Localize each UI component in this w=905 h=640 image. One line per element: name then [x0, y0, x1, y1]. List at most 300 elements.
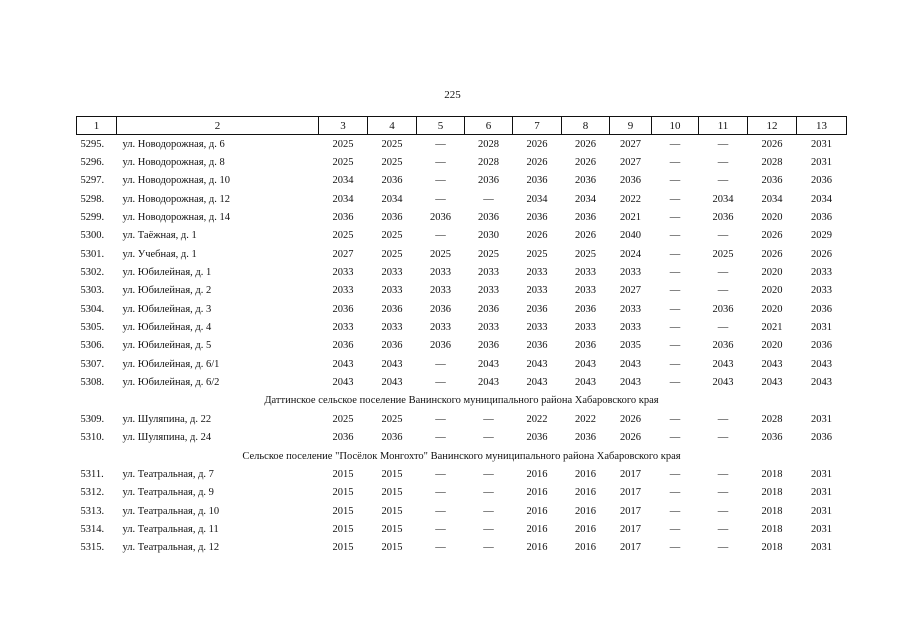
year-cell: 2031 — [811, 157, 832, 169]
year-cell: 2025 — [430, 248, 451, 260]
row-number: 5308. — [80, 377, 105, 389]
table-row — [77, 282, 847, 300]
year-cell: 2031 — [811, 505, 832, 517]
table-row — [77, 520, 847, 538]
year-cell: 2031 — [811, 138, 832, 150]
year-cell: — — [669, 248, 681, 260]
year-cell: 2033 — [478, 267, 499, 279]
section-heading-row — [77, 447, 847, 465]
year-cell: 2034 — [712, 193, 734, 205]
year-cell: 2036 — [430, 340, 451, 352]
year-cell: 2017 — [620, 468, 641, 480]
year-cell: 2025 — [381, 157, 403, 169]
year-cell: 2028 — [761, 157, 783, 169]
year-cell: 2031 — [811, 487, 832, 499]
year-cell: — — [669, 267, 681, 279]
column-header: 8 — [562, 117, 610, 135]
row-number: 5298. — [80, 193, 105, 205]
address-cell: ул. Театральная, д. 12 — [122, 542, 220, 554]
address-cell: ул. Юбилейная, д. 4 — [122, 322, 212, 334]
year-cell: 2026 — [761, 138, 783, 150]
year-cell: 2031 — [811, 468, 832, 480]
year-cell: 2035 — [620, 340, 641, 352]
year-cell: 2036 — [430, 212, 451, 224]
year-cell: 2025 — [526, 248, 548, 260]
year-cell: 2026 — [526, 230, 548, 242]
year-cell: — — [669, 340, 681, 352]
year-cell: 2036 — [575, 175, 596, 187]
year-cell: 2036 — [811, 212, 832, 224]
year-cell: 2036 — [332, 340, 354, 352]
year-cell: — — [483, 505, 494, 517]
year-cell: 2033 — [478, 322, 499, 334]
year-cell: 2036 — [575, 340, 596, 352]
year-cell: 2043 — [575, 377, 596, 389]
year-cell: 2036 — [478, 212, 499, 224]
year-cell: — — [669, 542, 681, 554]
year-cell: 2033 — [430, 285, 451, 297]
year-cell: 2043 — [620, 358, 641, 370]
year-cell: 2036 — [575, 432, 596, 444]
year-cell: 2021 — [761, 322, 783, 334]
year-cell: 2036 — [575, 303, 596, 315]
year-cell: 2024 — [620, 248, 641, 260]
year-cell: 2028 — [478, 138, 499, 150]
year-cell: 2033 — [620, 303, 641, 315]
year-cell: 2028 — [478, 157, 499, 169]
year-cell: 2036 — [332, 212, 354, 224]
year-cell: 2036 — [478, 175, 499, 187]
column-header: 3 — [319, 117, 368, 135]
year-cell: 2033 — [526, 267, 548, 279]
year-cell: 2015 — [332, 505, 354, 517]
year-cell: — — [717, 505, 729, 517]
year-cell: 2025 — [332, 138, 354, 150]
year-cell: 2015 — [381, 523, 403, 535]
year-cell: 2036 — [761, 432, 783, 444]
year-cell: — — [669, 212, 681, 224]
year-cell: 2033 — [575, 322, 596, 334]
year-cell: 2033 — [381, 322, 403, 334]
address-cell: ул. Юбилейная, д. 6/2 — [122, 377, 220, 389]
year-cell: 2015 — [332, 523, 354, 535]
year-cell: 2043 — [761, 358, 783, 370]
year-cell: — — [483, 193, 494, 205]
table-row — [77, 502, 847, 520]
section-heading: Сельское поселение "Посёлок Монгохто" Ванинского муниципального района Хабаровского края — [242, 450, 681, 462]
year-cell: 2016 — [526, 468, 548, 480]
year-cell: — — [435, 523, 446, 535]
year-cell: — — [483, 468, 494, 480]
table-row — [77, 465, 847, 483]
year-cell: 2018 — [761, 468, 783, 480]
header-row — [77, 117, 847, 135]
column-header: 12 — [748, 117, 797, 135]
year-cell: — — [669, 377, 681, 389]
year-cell: — — [435, 230, 446, 242]
year-cell: — — [435, 505, 446, 517]
year-cell: 2043 — [332, 358, 354, 370]
year-cell: 2034 — [575, 193, 596, 205]
row-number: 5300. — [80, 230, 105, 242]
year-cell: 2034 — [332, 193, 354, 205]
table-row — [77, 135, 847, 154]
column-header: 1 — [77, 117, 117, 135]
year-cell: 2043 — [712, 377, 734, 389]
table-row — [77, 318, 847, 336]
column-header: 7 — [513, 117, 562, 135]
year-cell: 2033 — [811, 285, 832, 297]
year-cell: — — [435, 193, 446, 205]
address-cell: ул. Юбилейная, д. 6/1 — [122, 358, 220, 370]
year-cell: 2026 — [575, 138, 596, 150]
year-cell: — — [717, 322, 729, 334]
year-cell: 2029 — [811, 230, 832, 242]
address-cell: ул. Новодорожная, д. 14 — [122, 212, 230, 224]
table-row — [77, 429, 847, 447]
year-cell: 2018 — [761, 542, 783, 554]
year-cell: — — [483, 487, 494, 499]
row-number: 5299. — [80, 212, 105, 224]
year-cell: — — [717, 487, 729, 499]
year-cell: — — [435, 138, 446, 150]
table-row — [77, 410, 847, 428]
year-cell: 2016 — [526, 542, 548, 554]
year-cell: 2033 — [381, 267, 403, 279]
year-cell: 2036 — [430, 303, 451, 315]
year-cell: 2026 — [811, 248, 832, 260]
year-cell: 2022 — [620, 193, 641, 205]
year-cell: 2036 — [811, 175, 832, 187]
table-row — [77, 153, 847, 171]
year-cell: 2033 — [575, 285, 596, 297]
section-heading: Даттинское сельское поселение Ванинского муниципального района Хабаровского края — [264, 395, 659, 407]
year-cell: 2034 — [332, 175, 354, 187]
year-cell: 2036 — [712, 303, 734, 315]
year-cell: — — [483, 542, 494, 554]
year-cell: 2040 — [620, 230, 641, 242]
year-cell: 2043 — [381, 377, 403, 389]
year-cell: 2033 — [332, 322, 354, 334]
year-cell: — — [717, 157, 729, 169]
year-cell: 2036 — [381, 303, 403, 315]
year-cell: 2036 — [381, 175, 403, 187]
year-cell: 2015 — [381, 505, 403, 517]
table-row — [77, 172, 847, 190]
year-cell: 2016 — [526, 487, 548, 499]
table-row — [77, 337, 847, 355]
year-cell: 2027 — [620, 285, 641, 297]
year-cell: 2033 — [381, 285, 403, 297]
year-cell: 2033 — [526, 285, 548, 297]
year-cell: 2031 — [811, 413, 832, 425]
year-cell: 2016 — [575, 523, 596, 535]
year-cell: — — [669, 413, 681, 425]
row-number: 5315. — [80, 542, 105, 554]
table-row — [77, 539, 847, 557]
year-cell: — — [669, 468, 681, 480]
row-number: 5301. — [80, 248, 105, 260]
year-cell: — — [717, 285, 729, 297]
year-cell: 2015 — [381, 542, 403, 554]
address-cell: ул. Театральная, д. 7 — [122, 468, 214, 480]
year-cell: 2025 — [332, 157, 354, 169]
year-cell: 2043 — [478, 377, 499, 389]
year-cell: 2022 — [575, 413, 596, 425]
year-cell: 2020 — [761, 212, 783, 224]
column-header: 9 — [610, 117, 652, 135]
row-number: 5306. — [80, 340, 105, 352]
year-cell: — — [435, 468, 446, 480]
year-cell: 2036 — [811, 432, 832, 444]
year-cell: — — [435, 358, 446, 370]
year-cell: 2026 — [620, 413, 641, 425]
year-cell: 2043 — [620, 377, 641, 389]
year-cell: 2025 — [478, 248, 499, 260]
year-cell: — — [669, 193, 681, 205]
year-cell: 2036 — [575, 212, 596, 224]
address-cell: ул. Юбилейная, д. 5 — [122, 340, 212, 352]
year-cell: 2043 — [811, 377, 832, 389]
year-cell: 2033 — [332, 267, 354, 279]
year-cell: — — [717, 230, 729, 242]
year-cell: 2018 — [761, 523, 783, 535]
column-header: 10 — [652, 117, 699, 135]
year-cell: 2016 — [575, 542, 596, 554]
year-cell: 2031 — [811, 322, 832, 334]
year-cell: 2031 — [811, 542, 832, 554]
year-cell: 2015 — [332, 542, 354, 554]
row-number: 5314. — [80, 523, 105, 535]
year-cell: — — [717, 267, 729, 279]
address-cell: ул. Юбилейная, д. 2 — [122, 285, 212, 297]
year-cell: — — [669, 322, 681, 334]
row-number: 5307. — [80, 358, 105, 370]
year-cell: — — [435, 542, 446, 554]
row-number: 5310. — [80, 432, 105, 444]
year-cell: 2034 — [381, 193, 403, 205]
year-cell: — — [435, 157, 446, 169]
column-header: 2 — [117, 117, 319, 135]
row-number: 5313. — [80, 505, 105, 517]
row-number: 5305. — [80, 322, 105, 334]
year-cell: 2020 — [761, 340, 783, 352]
housing-repair-schedule-table — [76, 116, 847, 557]
row-number: 5295. — [80, 138, 105, 150]
year-cell: 2021 — [620, 212, 641, 224]
year-cell: 2016 — [575, 487, 596, 499]
year-cell: 2017 — [620, 523, 641, 535]
year-cell: 2036 — [811, 340, 832, 352]
year-cell: 2020 — [761, 285, 783, 297]
year-cell: 2036 — [712, 212, 734, 224]
year-cell: 2033 — [811, 267, 832, 279]
year-cell: — — [669, 303, 681, 315]
year-cell: 2027 — [332, 248, 354, 260]
address-cell: ул. Юбилейная, д. 3 — [122, 303, 212, 315]
year-cell: — — [669, 505, 681, 517]
year-cell: — — [669, 157, 681, 169]
year-cell: 2036 — [526, 340, 548, 352]
table-body — [77, 135, 847, 557]
year-cell: 2027 — [620, 157, 641, 169]
row-number: 5312. — [80, 487, 105, 499]
year-cell: 2031 — [811, 523, 832, 535]
address-cell: ул. Юбилейная, д. 1 — [122, 267, 212, 279]
year-cell: 2034 — [761, 193, 783, 205]
year-cell: 2025 — [381, 138, 403, 150]
address-cell: ул. Таёжная, д. 1 — [122, 230, 197, 242]
year-cell: 2015 — [381, 468, 403, 480]
column-header: 4 — [368, 117, 417, 135]
column-header: 5 — [417, 117, 465, 135]
year-cell: 2036 — [381, 340, 403, 352]
year-cell: 2034 — [811, 193, 832, 205]
address-cell: ул. Театральная, д. 11 — [122, 523, 219, 535]
year-cell: 2026 — [761, 230, 783, 242]
year-cell: — — [669, 230, 681, 242]
year-cell: 2030 — [478, 230, 499, 242]
year-cell: — — [483, 523, 494, 535]
year-cell: 2015 — [332, 468, 354, 480]
year-cell: 2036 — [526, 175, 548, 187]
year-cell: — — [717, 413, 729, 425]
address-cell: ул. Новодорожная, д. 8 — [122, 157, 225, 169]
year-cell: — — [435, 377, 446, 389]
address-cell: ул. Новодорожная, д. 12 — [122, 193, 230, 205]
year-cell: — — [717, 542, 729, 554]
year-cell: 2016 — [526, 523, 548, 535]
year-cell: 2033 — [332, 285, 354, 297]
year-cell: 2036 — [526, 303, 548, 315]
row-number: 5297. — [80, 175, 105, 187]
year-cell: — — [669, 487, 681, 499]
row-number: 5302. — [80, 267, 105, 279]
address-cell: ул. Театральная, д. 10 — [122, 505, 220, 517]
year-cell: 2033 — [478, 285, 499, 297]
year-cell: — — [435, 432, 446, 444]
year-cell: — — [483, 413, 494, 425]
table-row — [77, 373, 847, 391]
year-cell: 2033 — [526, 322, 548, 334]
year-cell: — — [717, 468, 729, 480]
address-cell: ул. Учебная, д. 1 — [122, 248, 197, 260]
year-cell: 2025 — [575, 248, 596, 260]
year-cell: 2043 — [575, 358, 596, 370]
year-cell: 2036 — [478, 340, 499, 352]
year-cell: — — [669, 523, 681, 535]
table-row — [77, 355, 847, 373]
year-cell: — — [435, 413, 446, 425]
year-cell: 2033 — [430, 322, 451, 334]
year-cell: 2043 — [478, 358, 499, 370]
address-cell: ул. Новодорожная, д. 6 — [122, 138, 225, 150]
year-cell: 2043 — [332, 377, 354, 389]
year-cell: — — [669, 138, 681, 150]
year-cell: 2043 — [712, 358, 734, 370]
address-cell: ул. Театральная, д. 9 — [122, 487, 214, 499]
year-cell: 2036 — [811, 303, 832, 315]
year-cell: — — [717, 138, 729, 150]
year-cell: 2028 — [761, 413, 783, 425]
year-cell: 2020 — [761, 303, 783, 315]
year-cell: 2017 — [620, 487, 641, 499]
section-heading-row — [77, 392, 847, 410]
year-cell: 2026 — [575, 157, 596, 169]
row-number: 5309. — [80, 413, 105, 425]
year-cell: 2018 — [761, 505, 783, 517]
year-cell: — — [669, 432, 681, 444]
address-cell: ул. Шуляпина, д. 22 — [122, 413, 212, 425]
year-cell: — — [435, 487, 446, 499]
row-number: 5304. — [80, 303, 105, 315]
year-cell: — — [669, 285, 681, 297]
year-cell: 2016 — [526, 505, 548, 517]
year-cell: 2017 — [620, 542, 641, 554]
year-cell: — — [717, 432, 729, 444]
row-number: 5303. — [80, 285, 105, 297]
year-cell: 2020 — [761, 267, 783, 279]
year-cell: 2033 — [575, 267, 596, 279]
column-header: 6 — [465, 117, 513, 135]
table-row — [77, 227, 847, 245]
table-row — [77, 484, 847, 502]
table-row — [77, 245, 847, 263]
year-cell: 2025 — [712, 248, 734, 260]
column-header: 11 — [699, 117, 748, 135]
year-cell: 2036 — [526, 212, 548, 224]
year-cell: — — [669, 358, 681, 370]
year-cell: 2022 — [526, 413, 548, 425]
table-row — [77, 190, 847, 208]
year-cell: — — [483, 432, 494, 444]
year-cell: 2033 — [620, 322, 641, 334]
year-cell: 2036 — [526, 432, 548, 444]
year-cell: — — [717, 523, 729, 535]
year-cell: 2026 — [575, 230, 596, 242]
table-row — [77, 208, 847, 226]
year-cell: — — [717, 175, 729, 187]
column-header: 13 — [797, 117, 847, 135]
year-cell: 2018 — [761, 487, 783, 499]
year-cell: 2026 — [620, 432, 641, 444]
year-cell: 2025 — [381, 413, 403, 425]
year-cell: 2036 — [332, 303, 354, 315]
year-cell: 2026 — [526, 157, 548, 169]
year-cell: 2027 — [620, 138, 641, 150]
year-cell: 2026 — [526, 138, 548, 150]
year-cell: 2015 — [332, 487, 354, 499]
year-cell: 2043 — [381, 358, 403, 370]
year-cell: 2036 — [381, 432, 403, 444]
year-cell: 2017 — [620, 505, 641, 517]
year-cell: 2036 — [761, 175, 783, 187]
year-cell: 2016 — [575, 468, 596, 480]
year-cell: 2015 — [381, 487, 403, 499]
row-number: 5296. — [80, 157, 105, 169]
year-cell: 2025 — [381, 230, 403, 242]
year-cell: 2025 — [332, 230, 354, 242]
year-cell: 2025 — [381, 248, 403, 260]
year-cell: 2034 — [526, 193, 548, 205]
year-cell: 2043 — [761, 377, 783, 389]
table-row — [77, 263, 847, 281]
year-cell: 2026 — [761, 248, 783, 260]
year-cell: 2036 — [478, 303, 499, 315]
table-row — [77, 300, 847, 318]
year-cell: — — [435, 175, 446, 187]
year-cell: 2036 — [381, 212, 403, 224]
